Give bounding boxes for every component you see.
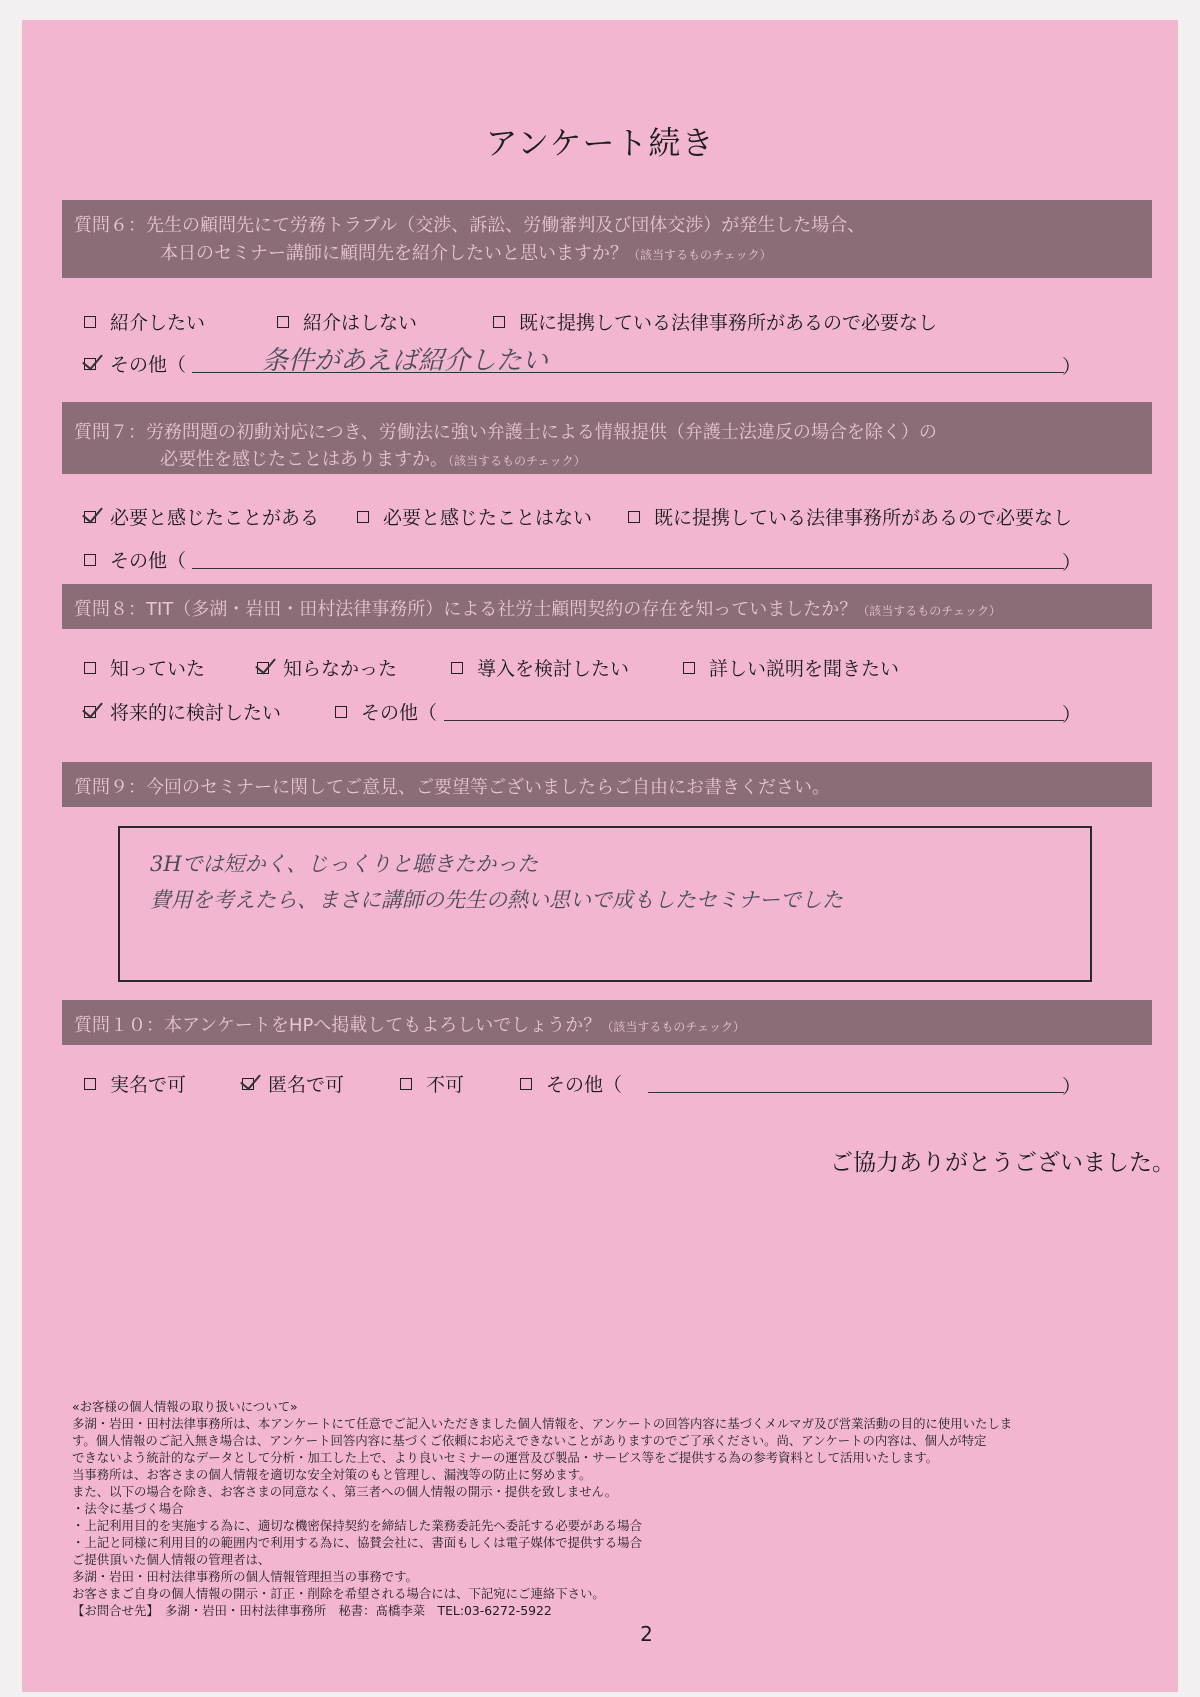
q6-option-has-firm[interactable]: 既に提携している法律事務所があるので必要なし xyxy=(493,308,937,335)
checkbox-icon[interactable] xyxy=(357,511,369,523)
question-7-text-line1: 質問７：労務問題の初動対応につき、労働法に強い弁護士による情報提供（弁護士法違反の場合を除く）の xyxy=(74,422,937,443)
q10-other-field[interactable] xyxy=(648,1070,1064,1093)
privacy-text: ご提供頂いた個人情報の管理者は、 xyxy=(72,1552,271,1567)
q8-other-close: ） xyxy=(1062,704,1082,726)
q6-other-close: ） xyxy=(1062,356,1082,378)
checkbox-icon[interactable] xyxy=(400,1078,412,1090)
q8-option-consider[interactable]: 導入を検討したい xyxy=(451,654,629,681)
question-6-text-line1: 質問６：先生の顧問先にて労務トラブル（交渉、訴訟、労働審判及び団体交渉）が発生した場合、 xyxy=(74,215,866,236)
q9-answer-line1: 3Hでは短かく、じっくりと聴きたかった xyxy=(150,852,539,876)
q7-other-close: ） xyxy=(1062,552,1082,574)
question-8-text: 質問８：TIT（多湖・岩田・田村法律事務所）による社労士顧問契約の存在を知っていましたか？ xyxy=(74,599,858,620)
privacy-heading: «お客様の個人情報の取り扱いについて» xyxy=(72,1399,298,1414)
question-8-header xyxy=(62,584,1152,629)
question-7-header xyxy=(62,402,1152,474)
contact-info: 【お問合せ先】 多湖・岩田・田村法律事務所 秘書：髙橋李菜 TEL:03-6272-5922 xyxy=(72,1603,552,1618)
q8-option-did-not-know[interactable]: 知らなかった xyxy=(257,654,397,681)
page-number: 2 xyxy=(640,1622,653,1646)
checkbox-icon[interactable] xyxy=(493,316,505,328)
q10-option-anonymous[interactable]: 匿名で可 xyxy=(242,1070,344,1097)
checkbox-icon[interactable] xyxy=(520,1078,532,1090)
q10-option-not-allowed[interactable]: 不可 xyxy=(400,1070,464,1097)
thank-you-message: ご協力ありがとうございました。 xyxy=(830,1150,1175,1176)
q8-option-other[interactable]: その他（ xyxy=(335,698,437,725)
question-8-options xyxy=(84,654,899,681)
checkbox-icon[interactable] xyxy=(335,706,347,718)
question-6-text-line2: 本日のセミナー講師に顧問先を紹介したいと思いますか？ xyxy=(160,243,628,264)
checkbox-icon[interactable] xyxy=(683,662,695,674)
checkbox-icon[interactable] xyxy=(84,316,96,328)
checkbox-checked-icon[interactable] xyxy=(84,706,96,718)
q6-option-other[interactable]: その他（ xyxy=(84,350,186,377)
question-7-note: （該当するものチェック） xyxy=(448,454,586,468)
question-10-text: 質問１０：本アンケートをHPへ掲載してもよろしいでしょうか？ xyxy=(74,1015,602,1036)
checkbox-icon[interactable] xyxy=(628,511,640,523)
checkbox-checked-icon[interactable] xyxy=(257,662,269,674)
question-7-text-line2: 必要性を感じたことはありますか。 xyxy=(160,449,448,470)
checkbox-icon[interactable] xyxy=(84,662,96,674)
privacy-text: ・上記利用目的を実施する為に、適切な機密保持契約を締結した業務委託先へ委託する必要がある場合 xyxy=(72,1518,642,1533)
q8-option-explanation[interactable]: 詳しい説明を聞きたい xyxy=(683,654,899,681)
privacy-text: ・上記と同様に利用目的の範囲内で利用する為に、協賛会社に、書面もしくは電子媒体で提供する場合 xyxy=(72,1535,642,1550)
q8-option-knew[interactable]: 知っていた xyxy=(84,654,205,681)
question-10-options xyxy=(84,1070,622,1097)
checkbox-checked-icon[interactable] xyxy=(84,358,96,370)
q9-answer-line2: 費用を考えたら、まさに講師の先生の熱い思いで成もしたセミナーでした xyxy=(150,888,843,912)
question-9-header xyxy=(62,762,1152,807)
question-6-note: （該当するものチェック） xyxy=(628,248,772,262)
privacy-text: また、以下の場合を除き、お客さまの同意なく、第三者への個人情報の開示・提供を致しません。 xyxy=(72,1484,618,1499)
q7-option-no-need[interactable]: 必要と感じたことはない xyxy=(357,503,592,530)
question-6-options xyxy=(84,308,937,335)
q8-other-field[interactable] xyxy=(444,698,1064,721)
checkbox-icon[interactable] xyxy=(84,554,96,566)
checkbox-icon[interactable] xyxy=(277,316,289,328)
q8-option-future[interactable]: 将来的に検討したい xyxy=(84,698,281,725)
q7-option-has-firm[interactable]: 既に提携している法律事務所があるので必要なし xyxy=(628,503,1072,530)
checkbox-checked-icon[interactable] xyxy=(84,511,96,523)
q7-option-other[interactable]: その他（ xyxy=(84,546,186,573)
page-title: アンケート続き xyxy=(485,124,715,162)
privacy-text: ・法令に基づく場合 xyxy=(72,1501,184,1516)
question-8-options-2 xyxy=(84,698,437,725)
privacy-text: す。個人情報のご記入無き場合は、アンケート回答内容に基づくご依頼にお応えできないことがありますのでご了承ください。尚、アンケートの内容は、個人が特定 xyxy=(72,1433,987,1448)
question-10-header xyxy=(62,1000,1152,1045)
question-6-header xyxy=(62,200,1152,278)
q6-option-refer[interactable]: 紹介したい xyxy=(84,308,205,335)
q7-other-field[interactable] xyxy=(192,546,1064,569)
q10-option-other[interactable]: その他（ xyxy=(520,1070,622,1097)
privacy-text: 多湖・岩田・田村法律事務所は、本アンケートにて任意でご記入いただきました個人情報を、アンケートの回答内容に基づくメルマガ及び営業活動の目的に使用いたしま xyxy=(72,1416,1013,1431)
q10-other-close: ） xyxy=(1062,1076,1082,1098)
checkbox-checked-icon[interactable] xyxy=(242,1078,254,1090)
privacy-text: できないよう統計的なデータとして分析・加工した上で、より良いセミナーの運営及び製品・サービス等をご提供する為の参考資料として活用いたします。 xyxy=(72,1450,939,1465)
q7-option-felt-need[interactable]: 必要と感じたことがある xyxy=(84,503,319,530)
question-10-note: （該当するものチェック） xyxy=(601,1020,745,1034)
privacy-text: 多湖・岩田・田村法律事務所の個人情報管理担当の事務です。 xyxy=(72,1569,418,1584)
q10-option-real-name[interactable]: 実名で可 xyxy=(84,1070,186,1097)
checkbox-icon[interactable] xyxy=(451,662,463,674)
q6-other-handwritten: 条件があえば紹介したい xyxy=(262,346,549,376)
q6-option-no-refer[interactable]: 紹介はしない xyxy=(277,308,417,335)
privacy-notice xyxy=(72,1398,1152,1619)
question-8-note: （該当するものチェック） xyxy=(857,604,1001,618)
question-9-text: 質問９：今回のセミナーに関してご意見、ご要望等ございましたらご自由にお書きください。 xyxy=(74,777,830,798)
question-7-options xyxy=(84,503,1072,530)
privacy-text: 当事務所は、お客さまの個人情報を適切な安全対策のもと管理し、漏洩等の防止に努めます。 xyxy=(72,1467,592,1482)
privacy-text: お客さまご自身の個人情報の開示・訂正・削除を希望される場合には、下記宛にご連絡下さい。 xyxy=(72,1586,605,1601)
checkbox-icon[interactable] xyxy=(84,1078,96,1090)
